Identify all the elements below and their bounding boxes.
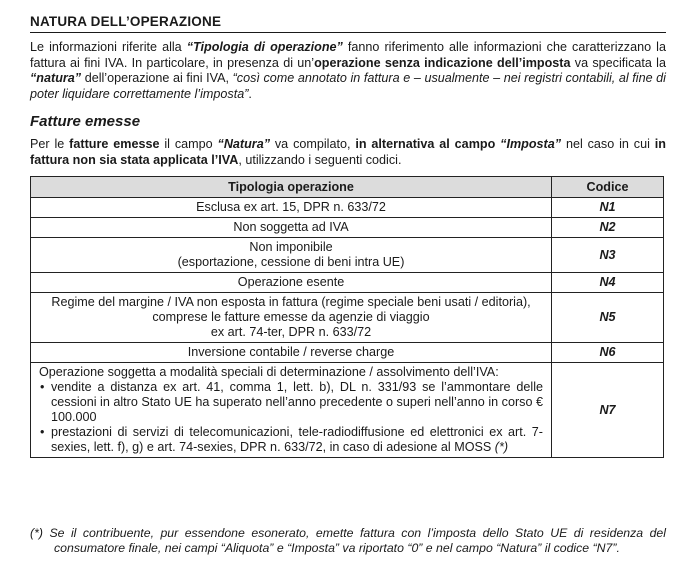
row-code: N2 (552, 218, 664, 238)
intro-bold-operazione: operazione senza indicazione dell’imposta (314, 55, 571, 70)
intro-text-3: va specificata la (570, 55, 666, 70)
row-code: N3 (552, 238, 664, 273)
sub-term-natura: “Natura” (217, 137, 270, 151)
subsection-title: Fatture emesse (30, 113, 141, 130)
codes-table (30, 176, 664, 458)
footnote-marker: (*) (494, 440, 509, 454)
list-item (40, 425, 543, 455)
row-code: N1 (552, 198, 664, 218)
footnote: (*) Se il contribuente, pur essendone esonerato, emette fattura con l’imposta dello Stato UE di residenza del consumatore finale, nei campi “Aliquota” e “Imposta” va riportato “0” e nel campo “Natura” il codice “N7”. (30, 526, 666, 555)
table-row (31, 293, 664, 343)
table-row (31, 198, 664, 218)
intro-text-1: Le informazioni riferite alla (30, 40, 187, 54)
header-codice: Codice (552, 177, 664, 198)
row-description (31, 293, 552, 343)
sub-bold-iva: in fattura non sia stata applicata l’IVA (30, 137, 666, 167)
intro-term-tipologia: “Tipologia di operazione” (186, 40, 343, 54)
subsection-paragraph (30, 137, 666, 168)
intro-text-2: fanno riferimento alle informazioni che caratterizzano la fattura ai fini IVA. In particolare, in presenza di un’ (30, 40, 666, 70)
sub-bold-alternativa: in alternativa al campo (355, 137, 496, 151)
bullet-icon: • (40, 380, 45, 394)
row-description: Operazione esente (31, 273, 552, 293)
table-header-row (31, 177, 664, 198)
table-row (31, 273, 664, 293)
sub-text-1: Per le (30, 137, 70, 151)
row-description-line1: Regime del margine / IVA non esposta in fattura (regime speciale beni usati / editoria), comprese le fatture emesse da agenzie di viaggio (51, 295, 531, 324)
row-description: Non soggetta ad IVA (31, 218, 552, 238)
sub-text-4: nel caso in cui (561, 137, 655, 151)
row-code: N4 (552, 273, 664, 293)
sub-term-imposta: “Imposta” (500, 137, 562, 151)
intro-text-4: dell’operazione ai fini IVA, (81, 71, 233, 85)
bullet-list (39, 380, 543, 455)
row-description-intro: Operazione soggetta a modalità speciali di determinazione / assolvimento dell’IVA: (39, 365, 499, 379)
row-description-line2: ex art. 74-ter, DPR n. 633/72 (210, 325, 372, 339)
bullet-icon: • (40, 425, 45, 439)
sub-text-5: , utilizzando i seguenti codici. (238, 152, 402, 167)
list-item (40, 380, 543, 425)
row-description-line1: Non imponibile (249, 240, 333, 254)
header-tipologia: Tipologia operazione (31, 177, 552, 198)
section-title: NATURA DELL’OPERAZIONE (30, 14, 666, 33)
row-description: Esclusa ex art. 15, DPR n. 633/72 (31, 198, 552, 218)
row-code: N6 (552, 343, 664, 363)
table-row (31, 363, 664, 458)
row-description: Inversione contabile / reverse charge (31, 343, 552, 363)
bullet-text: prestazioni di servizi di telecomunicazioni, tele-radiodiffusione ed elettronici ex art. 7-sexies, lett. f), g) e art. 74-sexies, DPR n. 633/72, in caso di adesione al MOSS (51, 425, 543, 454)
intro-text-5: . (248, 86, 252, 101)
row-code: N5 (552, 293, 664, 343)
intro-term-natura: “natura” (30, 71, 82, 85)
table-row (31, 218, 664, 238)
intro-paragraph (30, 40, 666, 102)
row-code: N7 (552, 363, 664, 458)
bullet-text: vendite a distanza ex art. 41, comma 1, lett. b), DL n. 331/93 se l’ammontare delle cessioni in altro Stato UE ha superato nell’anno precedente o superi nell’anno in corso € 100.000 (51, 380, 543, 424)
sub-text-3: va compilato, (270, 137, 356, 151)
row-description (31, 363, 552, 458)
sub-bold-fatture: fatture emesse (69, 137, 160, 151)
table-row (31, 343, 664, 363)
row-description-line2: (esportazione, cessione di beni intra UE) (177, 255, 405, 269)
row-description (31, 238, 552, 273)
intro-quote: “così come annotato in fattura e – usualmente – nei registri contabili, al fine di poter liquidare correttamente l’imposta” (30, 71, 666, 101)
table-row (31, 238, 664, 273)
sub-text-2: il campo (159, 137, 218, 151)
